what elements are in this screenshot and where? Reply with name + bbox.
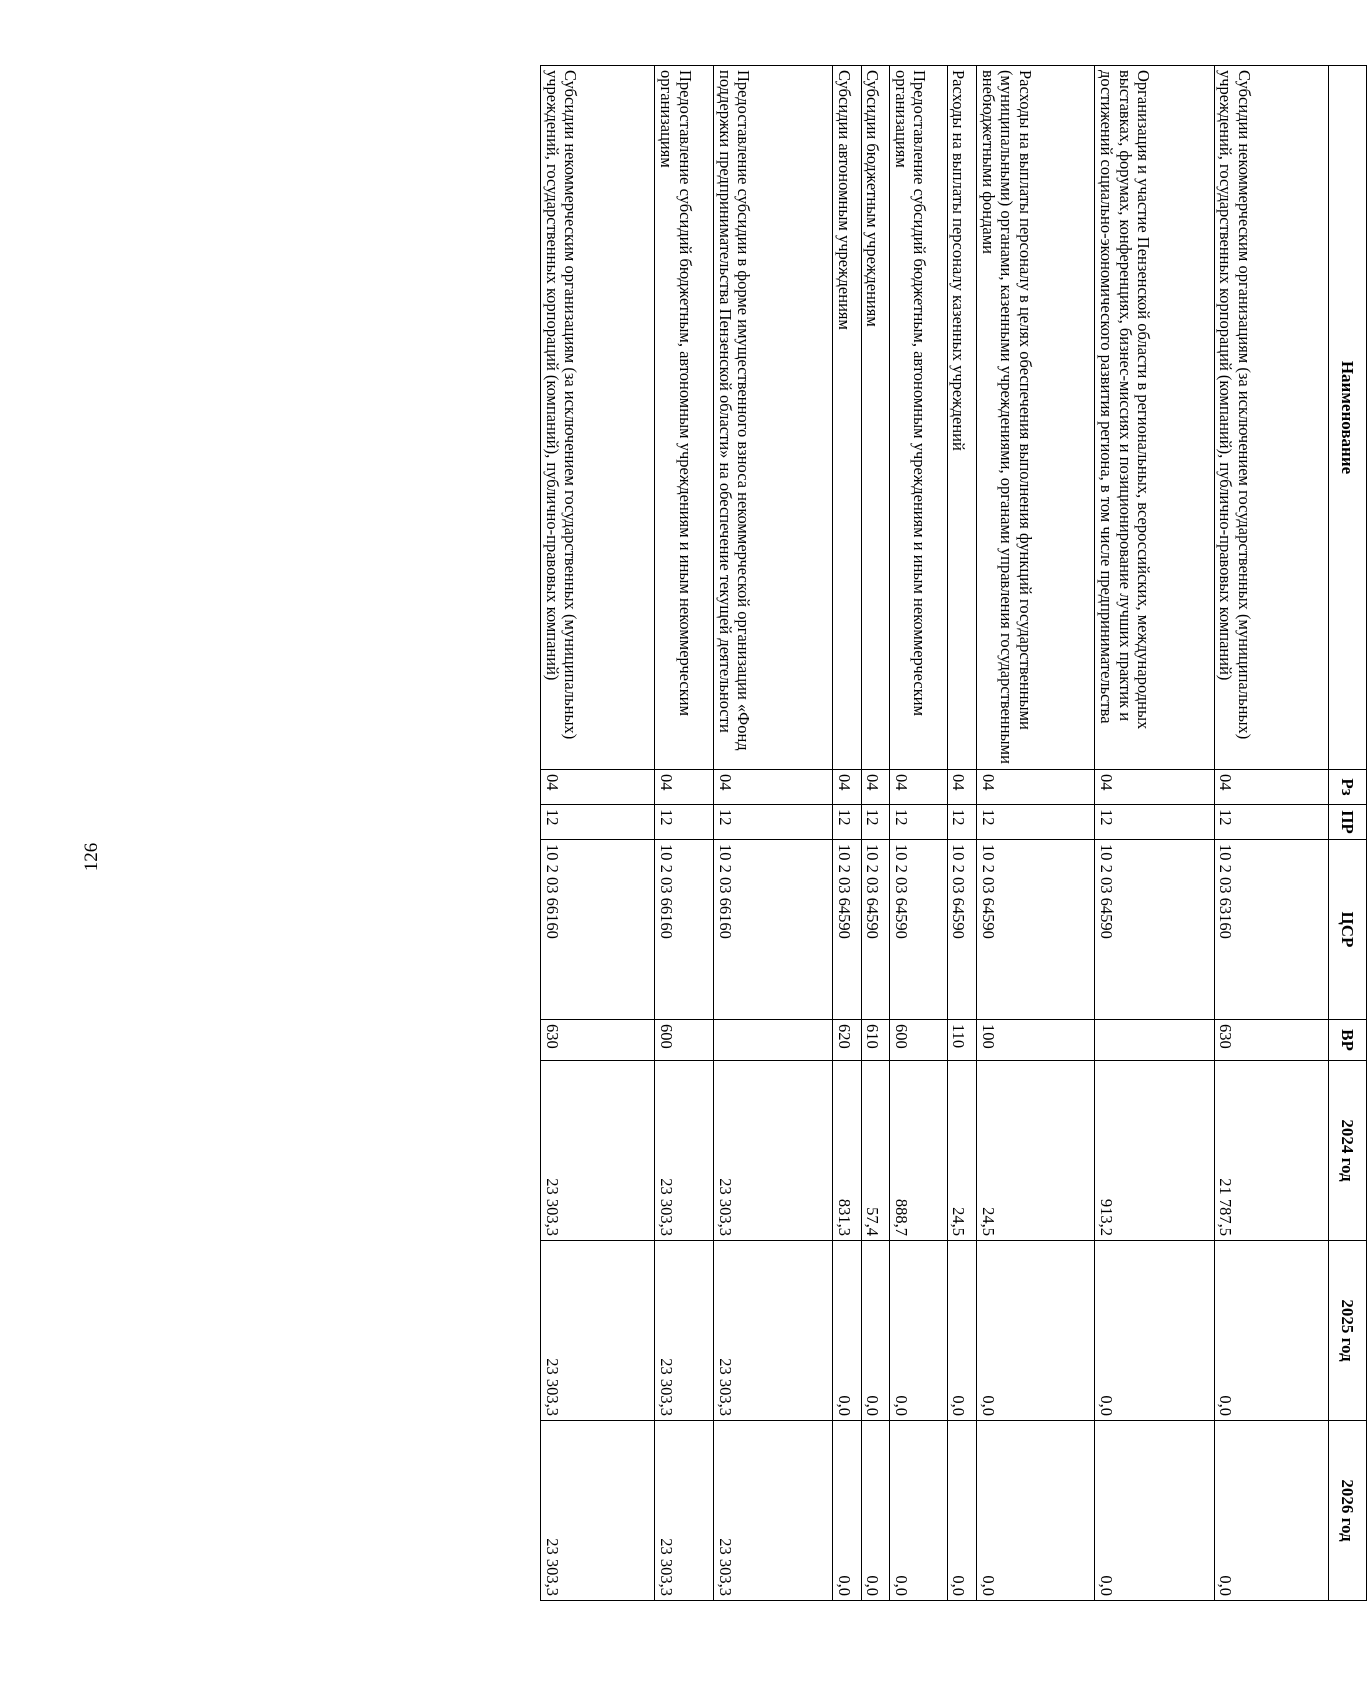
row-2025: 0,0	[890, 1241, 948, 1421]
row-rz: 04	[655, 770, 714, 805]
row-rz: 04	[1214, 770, 1328, 805]
row-csr: 10 2 03 63160	[1214, 840, 1328, 1020]
header-csr: ЦСР	[1329, 840, 1367, 1020]
row-vr: 620	[833, 1020, 861, 1061]
row-csr: 10 2 03 64590	[890, 840, 948, 1020]
header-vr: ВР	[1329, 1020, 1367, 1061]
row-2026: 23 303,3	[714, 1421, 833, 1601]
row-2026: 0,0	[977, 1421, 1095, 1601]
row-name: Субсидии бюджетным учреждениям	[861, 66, 889, 770]
table-row	[833, 66, 861, 1601]
header-row	[1329, 66, 1367, 1601]
row-rz: 04	[833, 770, 861, 805]
row-2025: 23 303,3	[714, 1241, 833, 1421]
table-row	[541, 66, 655, 1601]
row-csr: 10 2 03 66160	[541, 840, 655, 1020]
row-name: Предоставление субсидий бюджетным, автономным учреждениям и иным некоммерческим организациям	[655, 66, 714, 770]
row-rz: 04	[861, 770, 889, 805]
row-2025: 0,0	[977, 1241, 1095, 1421]
row-csr: 10 2 03 66160	[655, 840, 714, 1020]
row-rz: 04	[1095, 770, 1214, 805]
row-pr: 12	[1095, 805, 1214, 840]
row-vr: 100	[977, 1020, 1095, 1061]
row-rz: 04	[541, 770, 655, 805]
header-2024: 2024 год	[1329, 1061, 1367, 1241]
row-csr: 10 2 03 64590	[977, 840, 1095, 1020]
header-2025: 2025 год	[1329, 1241, 1367, 1421]
row-pr: 12	[861, 805, 889, 840]
row-name: Субсидии некоммерческим организациям (за исключением государственных (муниципальных) учреждений, государственных корпораций (компаний), публично-правовых компаний)	[541, 66, 655, 770]
row-pr: 12	[655, 805, 714, 840]
row-rz: 04	[890, 770, 948, 805]
row-pr: 12	[714, 805, 833, 840]
row-name: Расходы на выплаты персоналу в целях обеспечения выполнения функций государственными (муниципальными) органами, казенными учреждениями, органами управления государственными внебюджетными фондами	[977, 66, 1095, 770]
row-vr: 630	[541, 1020, 655, 1061]
row-pr: 12	[890, 805, 948, 840]
row-2026: 23 303,3	[655, 1421, 714, 1601]
row-vr: 110	[947, 1020, 976, 1061]
budget-table	[540, 65, 1367, 1601]
row-2024: 831,3	[833, 1061, 861, 1241]
row-2024: 23 303,3	[714, 1061, 833, 1241]
table-row	[714, 66, 833, 1601]
row-rz: 04	[977, 770, 1095, 805]
row-name: Субсидии автономным учреждениям	[833, 66, 861, 770]
row-name: Субсидии некоммерческим организациям (за исключением государственных (муниципальных) учреждений, государственных корпораций (компаний), публично-правовых компаний)	[1214, 66, 1328, 770]
table-row	[655, 66, 714, 1601]
table-row	[890, 66, 948, 1601]
table-row	[861, 66, 889, 1601]
table-row	[947, 66, 976, 1601]
row-2025: 0,0	[1214, 1241, 1328, 1421]
row-2024: 24,5	[947, 1061, 976, 1241]
row-pr: 12	[947, 805, 976, 840]
row-vr: 630	[1214, 1020, 1328, 1061]
row-csr: 10 2 03 64590	[861, 840, 889, 1020]
row-pr: 12	[833, 805, 861, 840]
row-2025: 23 303,3	[655, 1241, 714, 1421]
row-pr: 12	[977, 805, 1095, 840]
header-rz: Рз	[1329, 770, 1367, 805]
row-2024: 23 303,3	[541, 1061, 655, 1241]
row-2026: 0,0	[947, 1421, 976, 1601]
row-csr: 10 2 03 64590	[947, 840, 976, 1020]
table-row	[977, 66, 1095, 1601]
header-name: Наименование	[1329, 66, 1367, 770]
row-2024: 888,7	[890, 1061, 948, 1241]
row-2026: 0,0	[833, 1421, 861, 1601]
row-2026: 0,0	[1095, 1421, 1214, 1601]
row-2024: 21 787,5	[1214, 1061, 1328, 1241]
row-vr: 600	[655, 1020, 714, 1061]
row-2026: 0,0	[861, 1421, 889, 1601]
row-2024: 57,4	[861, 1061, 889, 1241]
row-csr: 10 2 03 64590	[1095, 840, 1214, 1020]
table-row	[1214, 66, 1328, 1601]
row-vr	[1095, 1020, 1214, 1061]
table-row	[1095, 66, 1214, 1601]
row-2025: 23 303,3	[541, 1241, 655, 1421]
row-2024: 23 303,3	[655, 1061, 714, 1241]
row-name: Организация и участие Пензенской области в региональных, всероссийских, международных выставках, форумах, конференциях, бизнес-миссиях и позиционирование лучших практик и достижений социально-экономического развития региона, в том числе предпринимательства	[1095, 66, 1214, 770]
row-name: Предоставление субсидии в форме имущественного взноса некоммерческой организации «Фонд поддержки предпринимательства Пензенской области» на обеспечение текущей деятельности	[714, 66, 833, 770]
row-rz: 04	[714, 770, 833, 805]
row-vr: 610	[861, 1020, 889, 1061]
header-pr: ПР	[1329, 805, 1367, 840]
row-2026: 0,0	[890, 1421, 948, 1601]
row-2025: 0,0	[1095, 1241, 1214, 1421]
row-vr	[714, 1020, 833, 1061]
row-pr: 12	[1214, 805, 1328, 840]
row-2026: 0,0	[1214, 1421, 1328, 1601]
row-csr: 10 2 03 66160	[714, 840, 833, 1020]
row-2025: 0,0	[833, 1241, 861, 1421]
row-2024: 24,5	[977, 1061, 1095, 1241]
row-vr: 600	[890, 1020, 948, 1061]
rotated-table-container	[540, 65, 1367, 1600]
page-number: 126	[81, 842, 102, 872]
row-pr: 12	[541, 805, 655, 840]
row-2025: 0,0	[861, 1241, 889, 1421]
row-2026: 23 303,3	[541, 1421, 655, 1601]
row-2025: 0,0	[947, 1241, 976, 1421]
row-2024: 913,2	[1095, 1061, 1214, 1241]
row-name: Предоставление субсидий бюджетным, автономным учреждениям и иным некоммерческим организациям	[890, 66, 948, 770]
header-2026: 2026 год	[1329, 1421, 1367, 1601]
row-name: Расходы на выплаты персоналу казенных учреждений	[947, 66, 976, 770]
row-rz: 04	[947, 770, 976, 805]
row-csr: 10 2 03 64590	[833, 840, 861, 1020]
